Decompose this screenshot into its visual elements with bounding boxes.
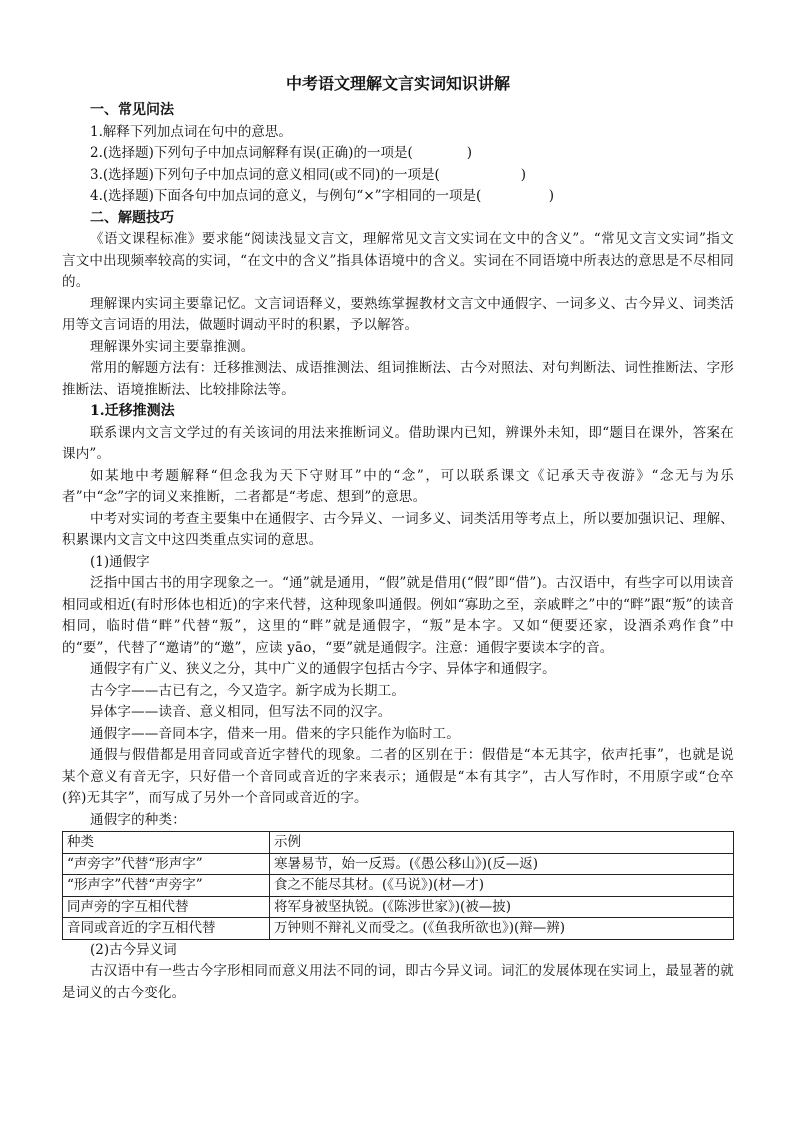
table-cell: 将军身被坚执锐。(《陈涉世家》)(被—披) xyxy=(270,896,734,918)
paragraph: 中考对实词的考查主要集中在通假字、古今异义、一词多义、词类活用等考点上，所以要加强识记、理解、积累课内文言文中这四类重点实词的意思。 xyxy=(62,510,734,548)
paragraph: 通假字有广义、狭义之分，其中广义的通假字包括古今字、异体字和通假字。 xyxy=(90,661,556,677)
paragraph: 通假与假借都是用音同或音近字替代的现象。二者的区别在于：假借是“本无其字，依声托事”，也就是说某个意义有音无字，只好借一个音同或音近的字来表示；通假是“本有其字”，古人写作时，不用原字或“仓卒(猝)无其字”，而写成了另外一个音同或音近的字。 xyxy=(62,747,734,806)
section-heading-techniques: 二、解题技巧 xyxy=(90,209,174,226)
table-header-row xyxy=(63,832,734,854)
document-page xyxy=(62,70,734,1004)
table-row xyxy=(63,896,734,918)
table-cell: 万钟则不辩礼义而受之。(《鱼我所欲也》)(辩—辨) xyxy=(270,918,734,940)
paragraph: 理解课外实词主要靠推测。 xyxy=(90,338,255,355)
table-row xyxy=(63,918,734,940)
section-heading-common-questions: 一、常见问法 xyxy=(90,102,174,118)
table-cell: 同声旁的字互相代替 xyxy=(63,896,270,918)
subsection-heading-gujin-yiyi: (2)古今异义词 xyxy=(90,941,177,958)
subsection-heading-tongjiazi: (1)通假字 xyxy=(90,553,150,570)
question-item: 4.(选择题)下面各句中加点词的意义，与例句“×”字相同的一项是( ) xyxy=(90,188,555,204)
paragraph: 联系课内文言文学过的有关该词的用法来推断词义。借助课内已知，辨课外未知，即“题目在课外，答案在课内”。 xyxy=(62,424,734,462)
paragraph: 常用的解题方法有：迁移推测法、成语推测法、组词推断法、古今对照法、对句判断法、词性推断法、字形推断法、语境推断法、比较排除法等。 xyxy=(62,360,734,398)
method-heading: 1.迁移推测法 xyxy=(90,403,175,419)
table-row xyxy=(63,875,734,897)
question-item: 2.(选择题)下列句子中加点词解释有误(正确)的一项是( ) xyxy=(90,145,472,161)
paragraph: 如某地中考题解释“但念我为天下守财耳”中的“念”，可以联系课文《记承天寺夜游》“念无与为乐者”中“念”字的词义来推断，二者都是“考虑、想到”的意思。 xyxy=(62,467,734,505)
paragraph: 理解课内实词主要靠记忆。文言词语释义，要熟练掌握教材文言文中通假字、一词多义、古今异义、词类活用等文言词语的用法，做题时调动平时的积累，予以解答。 xyxy=(62,295,734,333)
table-header-cell: 种类 xyxy=(63,832,270,854)
question-item: 1.解释下列加点词在句中的意思。 xyxy=(90,123,292,140)
tongjiazi-table xyxy=(62,831,734,940)
paragraph: 《语文课程标准》要求能“阅读浅显文言文，理解常见文言文实词在文中的含义”。“常见文言文实词”指文言文中出现频率较高的实词，“在文中的含义”指具体语境中的含义。实词在不同语境中所表达的意思是不尽相同的。 xyxy=(62,231,734,290)
table-cell: “声旁字”代替“形声字” xyxy=(63,853,270,875)
table-cell: 音同或音近的字互相代替 xyxy=(63,918,270,940)
paragraph: 通假字——音同本字，借来一用。借来的字只能作为临时工。 xyxy=(90,725,460,742)
paragraph: 异体字——读音、意义相同，但写法不同的汉字。 xyxy=(90,704,392,720)
table-header-cell: 示例 xyxy=(270,832,734,854)
document-title: 中考语文理解文言实词知识讲解 xyxy=(285,74,510,93)
paragraph: 古今字——古已有之，今又造字。新字成为长期工。 xyxy=(90,682,406,699)
question-item: 3.(选择题)下列句子中加点词的意义相同(或不同)的一项是( ) xyxy=(90,166,526,183)
table-cell: “形声字”代替“声旁字” xyxy=(63,875,270,897)
paragraph: 泛指中国古书的用字现象之一。“通”就是通用，“假”就是借用(“假”即“借”)。古汉语中，有些字可以用读音相同或相近(有时形体也相近)的字来代替，这种现象叫通假。例如“寡助之至，亲戚畔之”中的“畔”跟“叛”的读音相同，临时借“畔”代替“叛”，这里的“畔”就是通假字，“叛”是本字。又如“便要还家，设酒杀鸡作食”中的“要”，代替了“邀请”的“邀”，应读 yāo，“要”就是通假字。注意：通假字要读本字的音。 xyxy=(62,575,734,656)
paragraph: 古汉语中有一些古今字形相同而意义用法不同的词，即古今异义词。词汇的发展体现在实词上，最显著的就是词义的古今变化。 xyxy=(62,963,734,1001)
table-row xyxy=(63,853,734,875)
table-cell: 寒暑易节，始一反焉。(《愚公移山》)(反—返) xyxy=(270,853,734,875)
paragraph: 通假字的种类： xyxy=(90,811,186,828)
table-cell: 食之不能尽其材。(《马说》)(材—才) xyxy=(270,875,734,897)
